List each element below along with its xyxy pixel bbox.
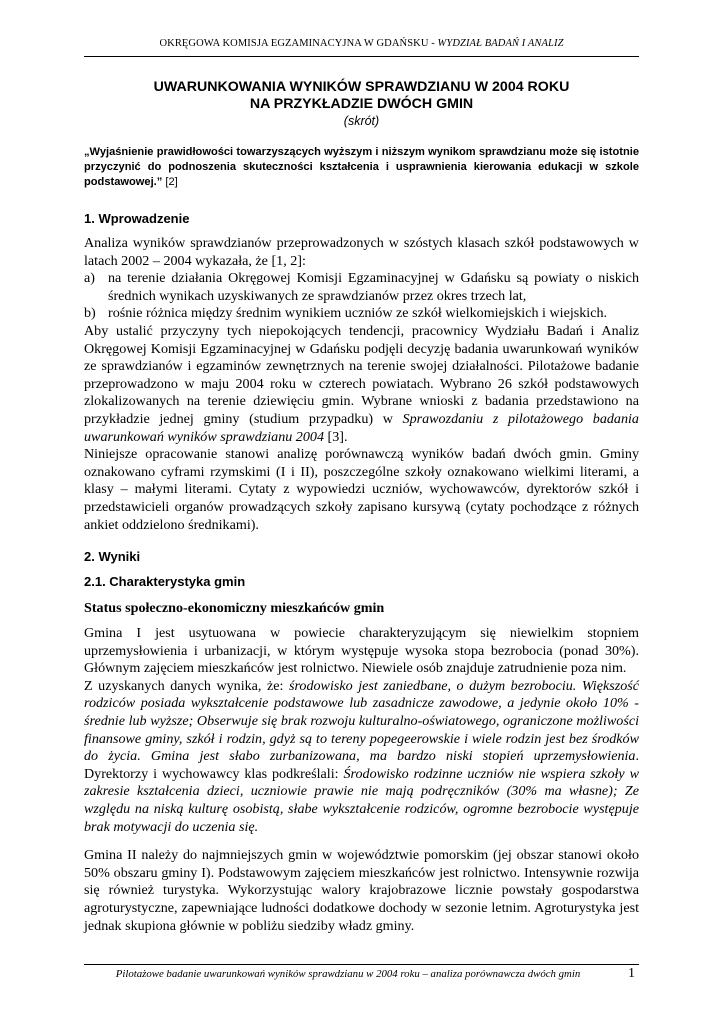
- gmina-1-quotes-mid: . Dyrektorzy i wychowawcy klas podkreślali:: [84, 748, 639, 782]
- document-title-line-2: NA PRZYKŁADZIE DWÓCH GMIN: [249, 96, 474, 112]
- motto-reference: [2]: [165, 176, 178, 188]
- section-heading-results: 2. Wyniki: [84, 549, 141, 565]
- gmina-1-quotes-paragraph: [84, 678, 639, 836]
- footer-text: Pilotażowe badanie uwarunkowań wyników sprawdzianu w 2004 roku – analiza porównawcza dwóch gmin: [115, 968, 581, 980]
- subsection-heading-characteristics: 2.1. Charakterystyka gmin: [84, 574, 246, 590]
- topic-heading-socioeconomic: Status społeczno-ekonomiczny mieszkańców gmin: [84, 600, 385, 617]
- gmina-1-quotes-lead: Z uzyskanych danych wynika, że:: [84, 677, 289, 694]
- research-text: Aby ustalić przyczyny tych niepokojących tendencji, pracownicy Wydziału Badań i Analiz Okręgowej Komisji Egzaminacyjnej w Gdańsku podjęli decyzję badania uwarunkowań wyników ze sprawdzianów i egzaminów zewnętrznych na terenie swojej działalności. Pilotażowe badanie przeprowadzono w maju 2004 roku w czterech powiatach. Wybrano 26 szkół podstawowych zlokalizowanych na terenie dziewięciu gmin. Wybrane wnioski z badania przedstawiono na przykładzie jednej gminy (studium przypadku) w: [84, 322, 639, 427]
- list-item: [84, 305, 639, 323]
- footer-rule: [84, 964, 639, 965]
- header-rule: [84, 56, 639, 57]
- gmina-2-paragraph: Gmina II należy do najmniejszych gmin w województwie pomorskim (jej obszar stanowi około 50% obszaru gminy I). Podstawowym zajęciem mieszkańców jest rolnictwo. Intensywnie rozwija się również turystyka. Wykorzystując walory krajobrazowe licznie powstały gospodarstwa agroturystyczne, zapewniające ludności dodatkowe dochody w sezonie letnim. Agroturystyka jest jednak skupiona głównie w pobliżu siedziby władz gminy.: [84, 847, 639, 934]
- motto-text: „Wyjaśnienie prawidłowości towarzyszących wyższym i niższym wynikom sprawdzianu może się istotnie przyczynić do podnoszenia skuteczności kształcenia i usprawnienia kierowania edukacji w szkole podstawowej.”: [84, 146, 639, 188]
- page-number: 1: [628, 966, 635, 981]
- main-content: [84, 145, 639, 935]
- document-title-line-1: UWARUNKOWANIA WYNIKÓW SPRAWDZIANU W 2004 ROKU: [153, 79, 570, 95]
- quote-italic: Środowisko rodzinne uczniów nie wspiera szkoły w zakresie kształcenia dzieci, uczniowie prawie nie mają podręczników (30% ma własne); Ze względu na niską kulturę osobistą, słabe wykształcenie rodziców, ogromne bezrobocie występuje brak motywacji do uczenia się.: [84, 765, 639, 835]
- intro-paragraph: Analiza wyników sprawdzianów przeprowadzonych w szóstych klasach szkół podstawowych w latach 2002 – 2004 wykazała, że [1, 2]:: [84, 235, 639, 269]
- research-paragraph: [84, 323, 639, 446]
- report-title-italic: Sprawozdaniu z pilotażowego badania uwarunkowań wyników sprawdzianu 2004: [84, 410, 639, 445]
- list-item-text: na terenie działania Okręgowej Komisji Egzaminacyjnej w Gdańsku są powiaty o niskich średnich wynikach uzyskiwanych ze sprawdzianów przez okres trzech lat,: [108, 270, 639, 304]
- findings-list: [84, 270, 639, 323]
- header-department: WYDZIAŁ BADAŃ I ANALIZ: [437, 38, 564, 49]
- method-paragraph: Niniejsze opracowanie stanowi analizę porównawczą wyników badań dwóch gmin. Gminy oznakowano cyframi rzymskimi (I i II), poszczególne szkoły oznakowano wielkimi literami, a klasy – małymi literami. Cytaty z wypowiedzi uczniów, wychowawców, dyrektorów szkół i przedstawicieli organów prowadzących szkoły zapisano kursywą (cytaty pochodzące z różnych ankiet oddzielono średnikami).: [84, 446, 639, 533]
- list-item-letter: a): [84, 270, 95, 287]
- list-item: [84, 270, 639, 305]
- header-institution: OKRĘGOWA KOMISJA EGZAMINACYJNA W GDAŃSKU -: [159, 38, 438, 49]
- section-heading-introduction: 1. Wprowadzenie: [84, 211, 190, 226]
- list-item-text: rośnie różnica między średnim wynikiem uczniów ze szkół wielkomiejskich i wiejskich.: [108, 305, 608, 322]
- title-block: [84, 79, 639, 129]
- motto-quote: [84, 145, 639, 190]
- document-subtitle: (skrót): [343, 114, 380, 128]
- gmina-1-paragraph: Gmina I jest usytuowana w powiecie charakteryzującym się niewielkim stopniem uprzemysłowienia i urbanizacji, w którym występuje wysoka stopa bezrobocia (ponad 30%). Głównym zajęciem mieszkańców jest rolnictwo. Niewiele osób znajduje zatrudnienie poza nim.: [84, 625, 639, 677]
- research-reference: [3].: [324, 428, 348, 445]
- running-header: [84, 38, 639, 49]
- quote-italic: środowisko jest zaniedbane, o dużym bezrobociu. Większość rodziców posiada wykształcenie podstawowe lub zasadnicze zawodowe, a jedynie około 10% - średnie lub wyższe; Obserwuje się brak rozwoju kulturalno-oświatowego, ograniczone możliwości finansowe gminy, szkół i rodzin, gdyż są to tereny popegeerowskie i wiele rodzin jest bez środków do życia. Gmina jest słabo zurbanizowana, ma bardzo niski stopień uprzemysłowienia: [84, 677, 639, 765]
- list-item-letter: b): [84, 305, 96, 322]
